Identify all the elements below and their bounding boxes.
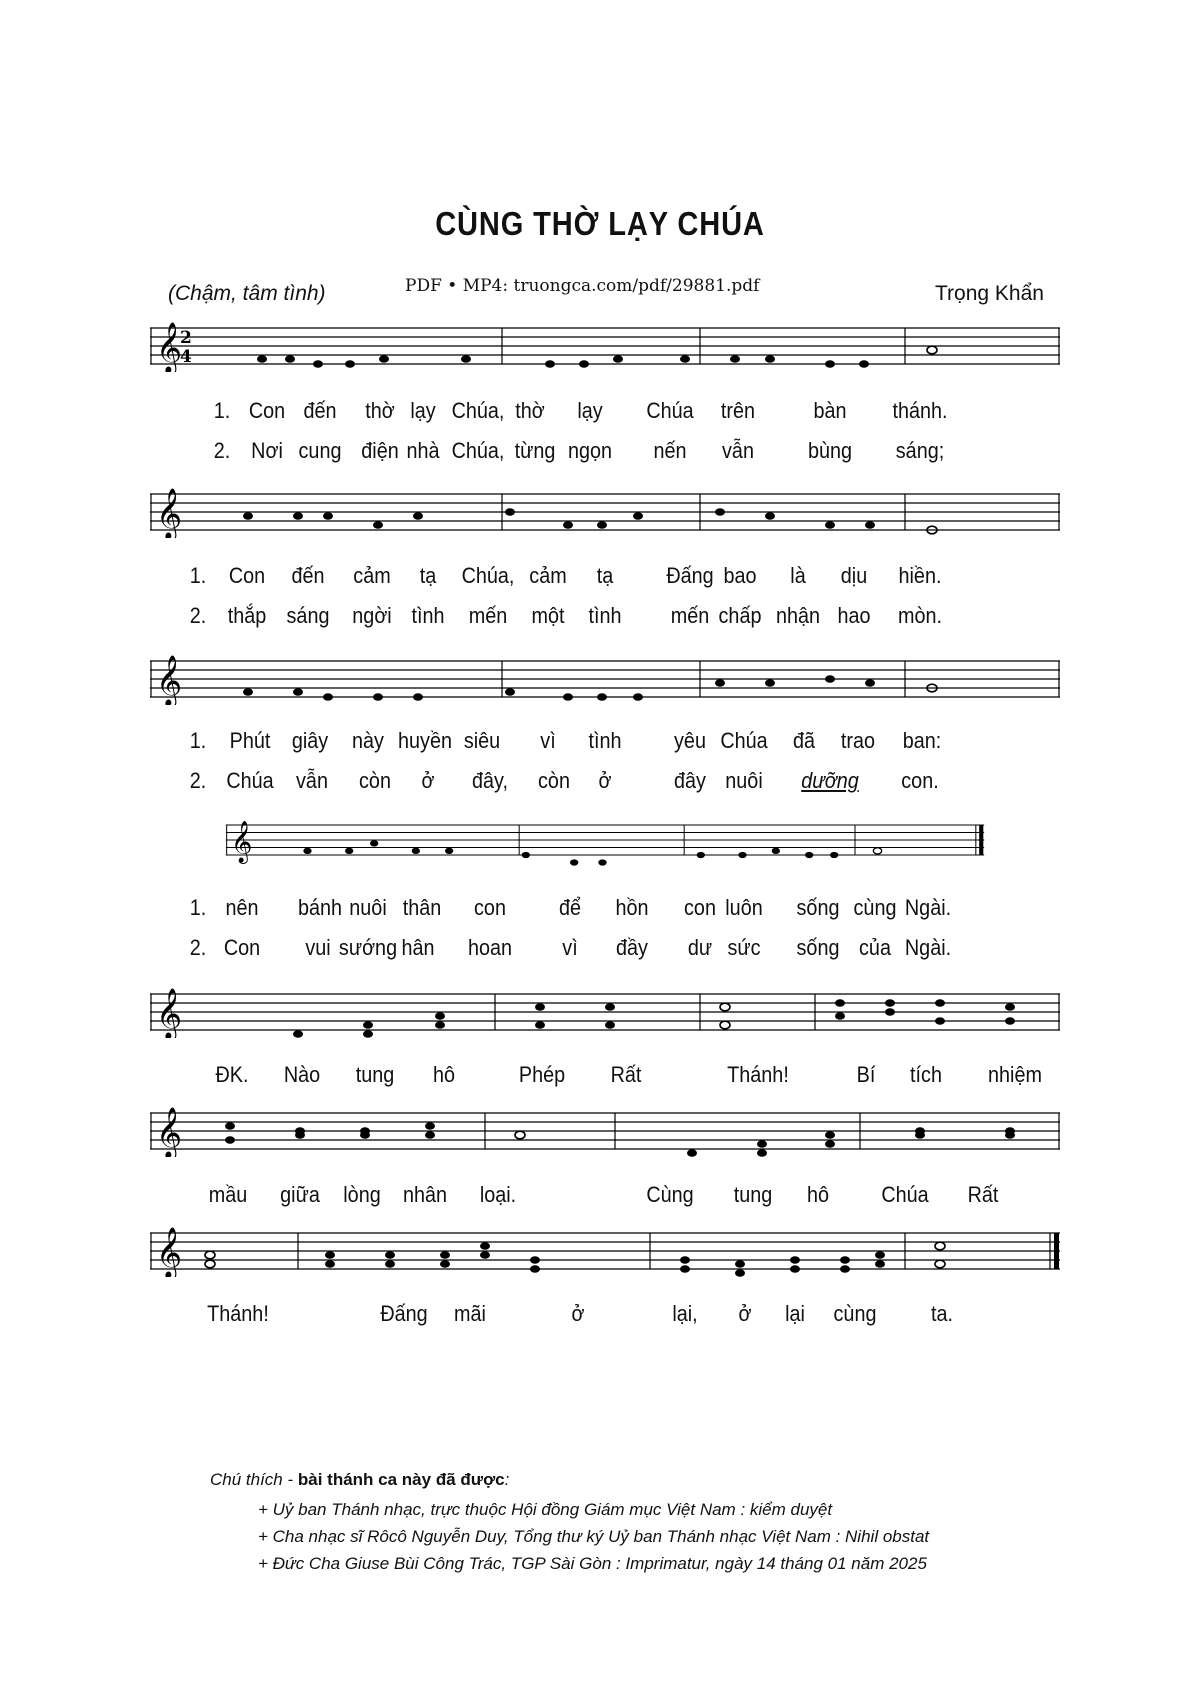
song-title: CÙNG THỜ LẠY CHÚA [435, 205, 765, 242]
lyrics-staff-2-verse-2 [150, 603, 1060, 633]
lyric-word: dưỡng [801, 768, 859, 793]
composer-name: Trọng Khẩn [935, 282, 1044, 305]
note-item: + Uỷ ban Thánh nhạc, trực thuộc Hội đồng Giám mục Việt Nam : kiểm duyệt [258, 1500, 833, 1519]
lyric-word: con. [901, 768, 939, 793]
lyric-word: ở [421, 768, 435, 793]
lyric-word: nhận [775, 603, 821, 628]
lyric-word: Chúa, [461, 563, 515, 588]
lyric-word: mãi [454, 1301, 486, 1326]
lyric-word: cảm [529, 563, 567, 588]
lyric-word: còn [538, 768, 570, 793]
lyric-word: Phép [518, 1062, 566, 1087]
lyric-word: giữa [280, 1182, 320, 1207]
lyric-word: ở [571, 1301, 585, 1326]
lyric-word: Thánh! [207, 1301, 269, 1326]
lyric-word: chấp [718, 603, 762, 628]
lyric-word: lạy [577, 398, 603, 423]
lyrics-staff-3-verse-1 [150, 728, 1060, 758]
lyrics-refrain-line-2 [150, 1182, 1060, 1212]
lyric-word: vui [305, 935, 331, 960]
lyric-word: để [558, 895, 582, 920]
lyric-word: còn [359, 768, 391, 793]
lyric-word: lòng [343, 1182, 381, 1207]
time-signature-bottom: 4 [180, 347, 192, 367]
lyrics-staff-4-verse-2 [150, 935, 1060, 965]
lyric-word: Chúa [720, 728, 768, 753]
lyric-word: Nào [283, 1062, 321, 1087]
lyric-word: giây [291, 728, 329, 753]
lyric-word: nhà [406, 438, 440, 463]
lyric-word: sáng; [895, 438, 945, 463]
lyric-word: 2. [189, 935, 207, 960]
lyric-word: Đấng [380, 1301, 428, 1326]
lyric-word: thân [402, 895, 442, 920]
lyric-word: đến [303, 398, 337, 423]
lyric-word: nên [225, 895, 259, 920]
lyric-word: luôn [725, 895, 763, 920]
lyric-word: Bí [856, 1062, 876, 1087]
lyric-word: tích [910, 1062, 942, 1087]
lyric-word: đã [792, 728, 816, 753]
lyric-word: từng [514, 438, 556, 463]
lyric-word: Con [248, 398, 286, 423]
lyric-word: tạ [596, 563, 614, 588]
lyric-word: Rất [967, 1182, 999, 1207]
lyric-word: hoan [467, 935, 513, 960]
lyric-word: đầy [616, 935, 648, 960]
staff-2 [150, 488, 1060, 538]
lyric-word: Rất [610, 1062, 642, 1087]
lyric-word: ở [598, 768, 612, 793]
lyric-word: thắp [227, 603, 267, 628]
lyric-word: 2. [189, 768, 207, 793]
staff-1 [150, 322, 1060, 372]
lyric-word: con [474, 895, 506, 920]
lyric-word: 1. [189, 895, 207, 920]
lyric-word: Đấng [666, 563, 714, 588]
lyric-word: Thánh! [727, 1062, 789, 1087]
lyric-word: Chúa [646, 398, 694, 423]
lyric-word: sống [796, 895, 840, 920]
lyric-word: huyền [398, 728, 452, 753]
lyrics-staff-3-verse-2 [150, 768, 1060, 798]
lyric-word: nến [653, 438, 687, 463]
lyric-word: ban: [902, 728, 942, 753]
lyric-word: Chúa, [451, 398, 505, 423]
lyric-word: Con [228, 563, 266, 588]
staff-6-refrain [150, 1107, 1060, 1157]
lyric-word: mến [468, 603, 508, 628]
lyric-word: cảm [353, 563, 391, 588]
treble-clef-icon: 𝄞 [156, 488, 183, 538]
lyric-word: nuôi [349, 895, 387, 920]
staff-7-refrain [150, 1227, 1060, 1277]
lyric-word: bàn [813, 398, 847, 423]
lyric-word: vẫn [296, 768, 328, 793]
source-link[interactable]: PDF • MP4: truongca.com/pdf/29881.pdf [405, 276, 760, 296]
lyrics-staff-2-verse-1 [150, 563, 1060, 593]
lyric-word: 1. [189, 563, 207, 588]
lyric-word: mầu [208, 1182, 248, 1207]
lyric-word: ở [738, 1301, 752, 1326]
lyric-word: đến [291, 563, 325, 588]
lyric-word: mến [670, 603, 710, 628]
lyric-word: mòn. [897, 603, 943, 628]
lyric-word: lạy [410, 398, 436, 423]
time-signature-top: 2 [180, 328, 192, 348]
lyric-word: sức [727, 935, 761, 960]
lyric-word: 2. [213, 438, 231, 463]
lyric-word: 1. [213, 398, 231, 423]
lyric-word: tung [355, 1062, 395, 1087]
lyric-word: vì [540, 728, 556, 753]
treble-clef-icon: 𝄞 [156, 1227, 183, 1277]
lyric-word: hao [837, 603, 871, 628]
lyric-word: 2. [189, 603, 207, 628]
lyric-word: hô [806, 1182, 830, 1207]
staff-5-refrain [150, 988, 1060, 1038]
lyrics-staff-1-verse-1 [150, 398, 1060, 428]
lyric-word: trao [840, 728, 876, 753]
lyric-word: nhân [402, 1182, 448, 1207]
lyric-word: sướng [338, 935, 398, 960]
note-item: + Cha nhạc sĩ Rôcô Nguyễn Duy, Tổng thư ký Uỷ ban Thánh nhạc Việt Nam : Nihil obstat [258, 1527, 930, 1546]
lyric-word: tung [733, 1182, 773, 1207]
staff-3 [150, 655, 1060, 705]
lyric-word: bùng [807, 438, 853, 463]
lyric-word: Chúa, [451, 438, 505, 463]
lyric-word: Cùng [646, 1182, 694, 1207]
lyric-word: Con [223, 935, 261, 960]
lyric-word: Ngài. [904, 935, 952, 960]
notes-heading: Chú thích - bài thánh ca này đã được: [210, 1470, 510, 1489]
lyric-word: hô [432, 1062, 456, 1087]
staff-4 [150, 820, 1060, 870]
notes-heading-text: bài thánh ca này đã được [297, 1470, 505, 1489]
lyric-word: ngời [352, 603, 392, 628]
lyric-word: ngọn [567, 438, 613, 463]
lyric-word: cung [298, 438, 342, 463]
lyric-word: dư [687, 935, 713, 960]
lyric-word: Chúa [881, 1182, 929, 1207]
notes-label: Chú thích - [210, 1470, 294, 1489]
lyric-word: vì [562, 935, 578, 960]
lyric-word: trên [720, 398, 756, 423]
lyric-word: bánh [297, 895, 343, 920]
tempo-marking: (Chậm, tâm tình) [168, 282, 326, 305]
lyric-word: vẫn [722, 438, 754, 463]
treble-clef-icon: 𝄞 [156, 988, 183, 1038]
treble-clef-icon: 𝄞 [230, 820, 253, 863]
lyric-word: điện [361, 438, 399, 463]
lyrics-staff-4-verse-1 [150, 895, 1060, 925]
lyric-word: tình [588, 728, 622, 753]
lyric-word: con [684, 895, 716, 920]
lyric-word: hân [401, 935, 435, 960]
lyric-word: bao [723, 563, 757, 588]
lyric-word: lại [785, 1301, 805, 1326]
lyric-word: hiền. [898, 563, 942, 588]
treble-clef-icon: 𝄞 [156, 1107, 183, 1157]
lyric-word: tình [588, 603, 622, 628]
lyric-word: Phút [229, 728, 271, 753]
lyric-word: 1. [189, 728, 207, 753]
lyric-word: ta. [930, 1301, 954, 1326]
lyric-word: Chúa [226, 768, 274, 793]
lyric-word: là [790, 563, 806, 588]
lyric-word: tạ [419, 563, 437, 588]
lyric-word: Nơi [251, 438, 283, 463]
lyric-word: dịu [840, 563, 868, 588]
treble-clef-icon: 𝄞 [156, 322, 183, 372]
lyric-word: sáng [286, 603, 330, 628]
lyric-word: nuôi [725, 768, 763, 793]
lyrics-refrain-line-3 [150, 1301, 1060, 1331]
lyric-word: đây, [472, 768, 508, 793]
lyric-word: Ngài. [904, 895, 952, 920]
lyric-word: nhiệm [988, 1062, 1042, 1087]
lyric-word: ĐK. [215, 1062, 249, 1087]
lyric-word: sống [796, 935, 840, 960]
lyric-word: lại, [672, 1301, 698, 1326]
lyric-word: loại. [479, 1182, 517, 1207]
lyric-word: cùng [853, 895, 897, 920]
lyric-word: thờ [365, 398, 395, 423]
lyrics-refrain-line-1 [150, 1062, 1060, 1092]
lyrics-staff-1-verse-2 [150, 438, 1060, 468]
lyric-word: cùng [833, 1301, 877, 1326]
note-item: + Đức Cha Giuse Bùi Công Trác, TGP Sài Gòn : Imprimatur, ngày 14 tháng 01 năm 2025 [258, 1554, 927, 1573]
lyric-word: đây [674, 768, 706, 793]
lyric-word: yêu [674, 728, 706, 753]
lyric-word: này [352, 728, 384, 753]
lyric-word: tình [411, 603, 445, 628]
lyric-word: thánh. [892, 398, 948, 423]
lyric-word: một [531, 603, 565, 628]
treble-clef-icon: 𝄞 [156, 655, 183, 705]
lyric-word: hồn [615, 895, 649, 920]
lyric-word: siêu [463, 728, 501, 753]
lyric-word: thờ [515, 398, 545, 423]
lyric-word: của [859, 935, 891, 960]
